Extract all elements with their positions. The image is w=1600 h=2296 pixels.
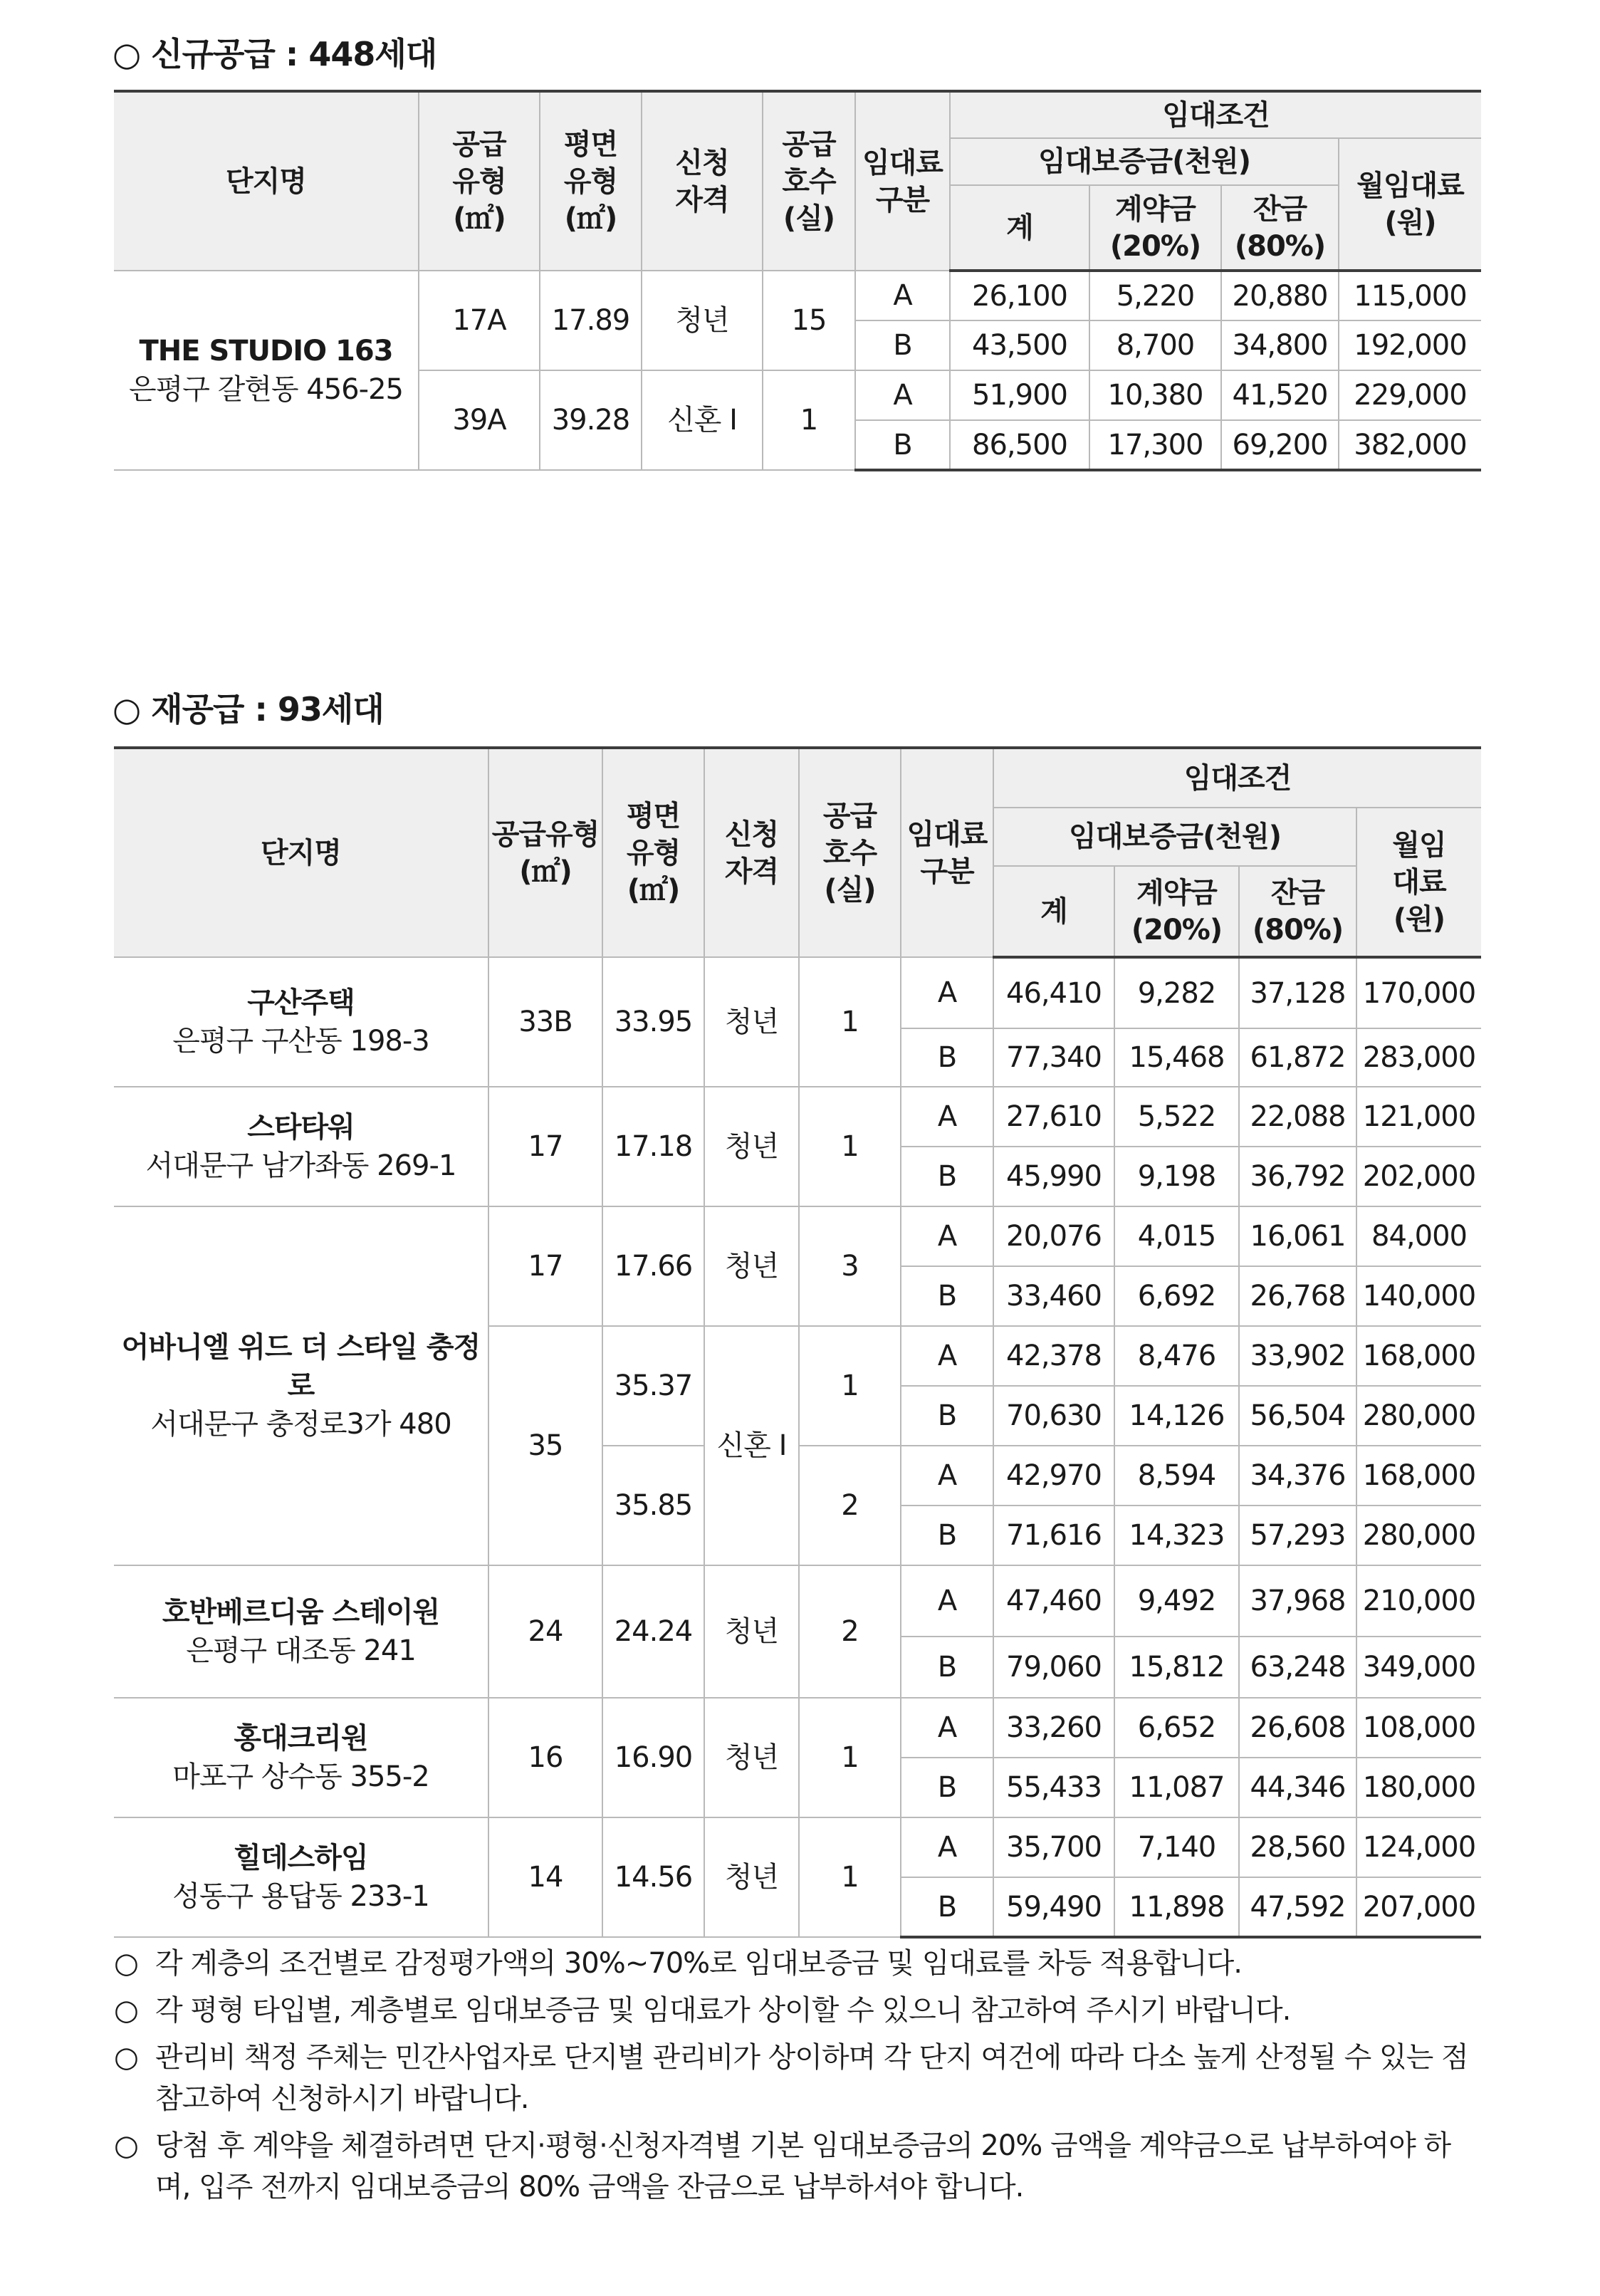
balance: 69,200 <box>1221 420 1339 470</box>
deposit-total: 70,630 <box>993 1386 1114 1446</box>
section-title-resupply: ○ 재공급 : 93세대 <box>113 690 384 729</box>
header-monthly-rent: 월임대료 (원) <box>1339 138 1481 271</box>
rent-class: A <box>855 370 950 420</box>
header-rent-terms: 임대조건 <box>950 91 1481 138</box>
monthly-rent: 180,000 <box>1356 1758 1481 1817</box>
rent-class: A <box>901 1817 993 1877</box>
complex-address: 은평구 대조동 241 <box>186 1634 416 1667</box>
complex-name: 홍대크리원 <box>234 1722 368 1755</box>
bullet-icon: ○ <box>114 2129 138 2162</box>
deposit-total: 47,460 <box>993 1565 1114 1637</box>
deposit-total: 43,500 <box>950 320 1089 370</box>
balance: 47,592 <box>1239 1877 1356 1937</box>
rent-class: A <box>901 1446 993 1506</box>
header-deposit: 임대보증금(천원) <box>950 138 1339 185</box>
units: 1 <box>799 1087 901 1206</box>
balance: 34,800 <box>1221 320 1339 370</box>
monthly-rent: 121,000 <box>1356 1087 1481 1147</box>
rent-class: B <box>855 420 950 470</box>
area-type: 35.37 <box>602 1326 704 1446</box>
header-rent-class: 임대료 구분 <box>855 91 950 271</box>
units: 2 <box>799 1565 901 1698</box>
rent-class: A <box>901 957 993 1028</box>
header-eligibility: 신청 자격 <box>642 91 763 271</box>
deposit-total: 51,900 <box>950 370 1089 420</box>
deposit-total: 71,616 <box>993 1506 1114 1565</box>
note-text: 각 계층의 조건별로 감정평가액의 30%~70%로 임대보증금 및 임대료를 차등 적용합니다. <box>155 1947 1242 1980</box>
down-payment: 14,323 <box>1114 1506 1239 1565</box>
deposit-total: 59,490 <box>993 1877 1114 1937</box>
notes-list <box>114 1943 1481 2213</box>
complex-address: 성동구 용답동 233-1 <box>172 1880 429 1913</box>
eligibility: 청년 <box>704 1817 799 1937</box>
header-units: 공급 호수 (실) <box>763 91 855 271</box>
header-down-payment: 계약금 (20%) <box>1114 866 1239 957</box>
supply-type: 33B <box>488 957 602 1087</box>
resupply-table <box>114 746 1481 1938</box>
units: 1 <box>799 1817 901 1937</box>
deposit-total: 45,990 <box>993 1147 1114 1206</box>
note-text: 관리비 책정 주체는 민간사업자로 단지별 관리비가 상이하며 각 단지 여건에 따라 다소 높게 산정될 수 있는 점 참고하여 신청하시기 바랍니다. <box>155 2041 1468 2115</box>
balance: 63,248 <box>1239 1637 1356 1698</box>
supply-type: 35 <box>488 1326 602 1565</box>
area-type: 17.66 <box>602 1206 704 1326</box>
rent-class: B <box>901 1266 993 1326</box>
rent-class: B <box>901 1637 993 1698</box>
monthly-rent: 115,000 <box>1339 271 1481 320</box>
complex-name: 스타타워 <box>247 1111 355 1144</box>
down-payment: 15,812 <box>1114 1637 1239 1698</box>
down-payment: 9,198 <box>1114 1147 1239 1206</box>
down-payment: 6,692 <box>1114 1266 1239 1326</box>
balance: 61,872 <box>1239 1028 1356 1087</box>
eligibility: 청년 <box>704 1698 799 1817</box>
area-type: 14.56 <box>602 1817 704 1937</box>
bullet-icon: ○ <box>114 2041 138 2074</box>
monthly-rent: 140,000 <box>1356 1266 1481 1326</box>
deposit-total: 35,700 <box>993 1817 1114 1877</box>
deposit-total: 42,378 <box>993 1326 1114 1386</box>
area-type: 17.18 <box>602 1087 704 1206</box>
complex-name: 구산주택 <box>247 986 355 1019</box>
header-area-type: 평면 유형 (㎡) <box>540 91 642 271</box>
down-payment: 4,015 <box>1114 1206 1239 1266</box>
rent-class: A <box>901 1087 993 1147</box>
monthly-rent: 108,000 <box>1356 1698 1481 1758</box>
units: 1 <box>799 1326 901 1446</box>
balance: 37,968 <box>1239 1565 1356 1637</box>
monthly-rent: 280,000 <box>1356 1506 1481 1565</box>
balance: 41,520 <box>1221 370 1339 420</box>
header-total: 계 <box>950 185 1089 271</box>
rent-class: A <box>901 1326 993 1386</box>
table-row <box>114 1698 1481 1758</box>
header-balance: 잔금 (80%) <box>1239 866 1356 957</box>
header-rent-class: 임대료 구분 <box>901 748 993 957</box>
header-supply-type: 공급 유형 (㎡) <box>419 91 540 271</box>
balance: 57,293 <box>1239 1506 1356 1565</box>
eligibility: 청년 <box>704 957 799 1087</box>
header-monthly-rent: 월임 대료 (원) <box>1356 808 1481 957</box>
complex-cell <box>114 1698 488 1817</box>
table-row <box>114 1817 1481 1877</box>
table-row <box>114 957 1481 1028</box>
list-item <box>114 2037 1481 2119</box>
deposit-total: 86,500 <box>950 420 1089 470</box>
new-supply-table <box>114 90 1481 471</box>
table-row <box>114 271 1481 320</box>
down-payment: 9,492 <box>1114 1565 1239 1637</box>
header-rent-terms: 임대조건 <box>993 748 1481 808</box>
monthly-rent: 280,000 <box>1356 1386 1481 1446</box>
supply-type: 16 <box>488 1698 602 1817</box>
balance: 26,608 <box>1239 1698 1356 1758</box>
units: 2 <box>799 1446 901 1565</box>
rent-class: B <box>901 1758 993 1817</box>
supply-type: 24 <box>488 1565 602 1698</box>
complex-address: 서대문구 남가좌동 269-1 <box>145 1149 456 1182</box>
header-area-type: 평면 유형 (㎡) <box>602 748 704 957</box>
balance: 44,346 <box>1239 1758 1356 1817</box>
area-type: 16.90 <box>602 1698 704 1817</box>
units: 1 <box>799 957 901 1087</box>
complex-address: 마포구 상수동 355-2 <box>172 1760 429 1793</box>
rent-class: B <box>901 1386 993 1446</box>
monthly-rent: 207,000 <box>1356 1877 1481 1937</box>
supply-type: 14 <box>488 1817 602 1937</box>
eligibility: 청년 <box>704 1087 799 1206</box>
eligibility: 신혼 I <box>704 1326 799 1565</box>
eligibility: 청년 <box>704 1206 799 1326</box>
deposit-total: 42,970 <box>993 1446 1114 1506</box>
monthly-rent: 210,000 <box>1356 1565 1481 1637</box>
balance: 16,061 <box>1239 1206 1356 1266</box>
complex-cell <box>114 1817 488 1937</box>
area-type: 33.95 <box>602 957 704 1087</box>
monthly-rent: 124,000 <box>1356 1817 1481 1877</box>
down-payment: 8,476 <box>1114 1326 1239 1386</box>
complex-cell <box>114 271 419 470</box>
complex-name: 호반베르디움 스테이원 <box>162 1596 440 1629</box>
rent-class: A <box>901 1206 993 1266</box>
down-payment: 10,380 <box>1089 370 1221 420</box>
monthly-rent: 168,000 <box>1356 1326 1481 1386</box>
monthly-rent: 84,000 <box>1356 1206 1481 1266</box>
deposit-total: 33,460 <box>993 1266 1114 1326</box>
down-payment: 6,652 <box>1114 1698 1239 1758</box>
down-payment: 11,898 <box>1114 1877 1239 1937</box>
down-payment: 8,594 <box>1114 1446 1239 1506</box>
balance: 36,792 <box>1239 1147 1356 1206</box>
units: 15 <box>763 271 855 370</box>
deposit-total: 79,060 <box>993 1637 1114 1698</box>
deposit-total: 33,260 <box>993 1698 1114 1758</box>
rent-class: A <box>855 271 950 320</box>
units: 1 <box>799 1698 901 1817</box>
list-item <box>114 1990 1481 2031</box>
units: 1 <box>763 370 855 470</box>
complex-name: THE STUDIO 163 <box>139 335 393 367</box>
area-type: 17.89 <box>540 271 642 370</box>
table-row <box>114 1206 1481 1266</box>
table-row <box>114 1565 1481 1637</box>
balance: 28,560 <box>1239 1817 1356 1877</box>
monthly-rent: 192,000 <box>1339 320 1481 370</box>
complex-cell <box>114 1087 488 1206</box>
header-down-payment: 계약금 (20%) <box>1089 185 1221 271</box>
supply-type: 17A <box>419 271 540 370</box>
supply-type: 17 <box>488 1206 602 1326</box>
bullet-icon: ○ <box>114 1947 138 1980</box>
header-eligibility: 신청 자격 <box>704 748 799 957</box>
header-deposit: 임대보증금(천원) <box>993 808 1356 866</box>
deposit-total: 27,610 <box>993 1087 1114 1147</box>
complex-name: 어바니엘 위드 더 스타일 충정로 <box>121 1331 481 1402</box>
monthly-rent: 382,000 <box>1339 420 1481 470</box>
complex-name: 힐데스하임 <box>234 1842 368 1874</box>
down-payment: 11,087 <box>1114 1758 1239 1817</box>
down-payment: 5,220 <box>1089 271 1221 320</box>
down-payment: 14,126 <box>1114 1386 1239 1446</box>
note-text: 각 평형 타입별, 계층별로 임대보증금 및 임대료가 상이할 수 있으니 참고하여 주시기 바랍니다. <box>155 1994 1291 2027</box>
balance: 37,128 <box>1239 957 1356 1028</box>
monthly-rent: 202,000 <box>1356 1147 1481 1206</box>
monthly-rent: 170,000 <box>1356 957 1481 1028</box>
header-complex: 단지명 <box>114 91 419 271</box>
complex-address: 은평구 갈현동 456-25 <box>129 373 403 406</box>
monthly-rent: 168,000 <box>1356 1446 1481 1506</box>
header-balance: 잔금 (80%) <box>1221 185 1339 271</box>
area-type: 39.28 <box>540 370 642 470</box>
monthly-rent: 349,000 <box>1356 1637 1481 1698</box>
down-payment: 9,282 <box>1114 957 1239 1028</box>
list-item <box>114 1943 1481 1984</box>
area-type: 24.24 <box>602 1565 704 1698</box>
rent-class: B <box>901 1506 993 1565</box>
balance: 33,902 <box>1239 1326 1356 1386</box>
bullet-icon: ○ <box>114 1994 138 2027</box>
complex-address: 은평구 구산동 198-3 <box>172 1025 429 1058</box>
header-total: 계 <box>993 866 1114 957</box>
balance: 22,088 <box>1239 1087 1356 1147</box>
monthly-rent: 283,000 <box>1356 1028 1481 1087</box>
eligibility: 신혼 I <box>642 370 763 470</box>
deposit-total: 55,433 <box>993 1758 1114 1817</box>
rent-class: A <box>901 1565 993 1637</box>
header-supply-type: 공급유형 (㎡) <box>488 748 602 957</box>
down-payment: 5,522 <box>1114 1087 1239 1147</box>
units: 3 <box>799 1206 901 1326</box>
complex-address: 서대문구 충정로3가 480 <box>150 1408 451 1441</box>
balance: 26,768 <box>1239 1266 1356 1326</box>
rent-class: B <box>901 1028 993 1087</box>
deposit-total: 26,100 <box>950 271 1089 320</box>
monthly-rent: 229,000 <box>1339 370 1481 420</box>
down-payment: 15,468 <box>1114 1028 1239 1087</box>
deposit-total: 20,076 <box>993 1206 1114 1266</box>
header-complex: 단지명 <box>114 748 488 957</box>
header-units: 공급 호수 (실) <box>799 748 901 957</box>
deposit-total: 77,340 <box>993 1028 1114 1087</box>
rent-class: B <box>855 320 950 370</box>
section-title-new-supply: ○ 신규공급 : 448세대 <box>113 35 437 73</box>
rent-class: A <box>901 1698 993 1758</box>
down-payment: 7,140 <box>1114 1817 1239 1877</box>
balance: 20,880 <box>1221 271 1339 320</box>
down-payment: 17,300 <box>1089 420 1221 470</box>
down-payment: 8,700 <box>1089 320 1221 370</box>
supply-type: 17 <box>488 1087 602 1206</box>
deposit-total: 46,410 <box>993 957 1114 1028</box>
table-row <box>114 1087 1481 1147</box>
complex-cell <box>114 1565 488 1698</box>
balance: 34,376 <box>1239 1446 1356 1506</box>
eligibility: 청년 <box>642 271 763 370</box>
note-text: 당첨 후 계약을 체결하려면 단지·평형·신청자격별 기본 임대보증금의 20% 금액을 계약금으로 납부하여야 하며, 입주 전까지 임대보증금의 80% 금액을 잔금으로 납부하셔야 합니다. <box>155 2129 1451 2203</box>
complex-cell <box>114 957 488 1087</box>
rent-class: B <box>901 1147 993 1206</box>
balance: 56,504 <box>1239 1386 1356 1446</box>
eligibility: 청년 <box>704 1565 799 1698</box>
rent-class: B <box>901 1877 993 1937</box>
list-item <box>114 2125 1481 2208</box>
supply-type: 39A <box>419 370 540 470</box>
complex-cell <box>114 1206 488 1565</box>
area-type: 35.85 <box>602 1446 704 1565</box>
